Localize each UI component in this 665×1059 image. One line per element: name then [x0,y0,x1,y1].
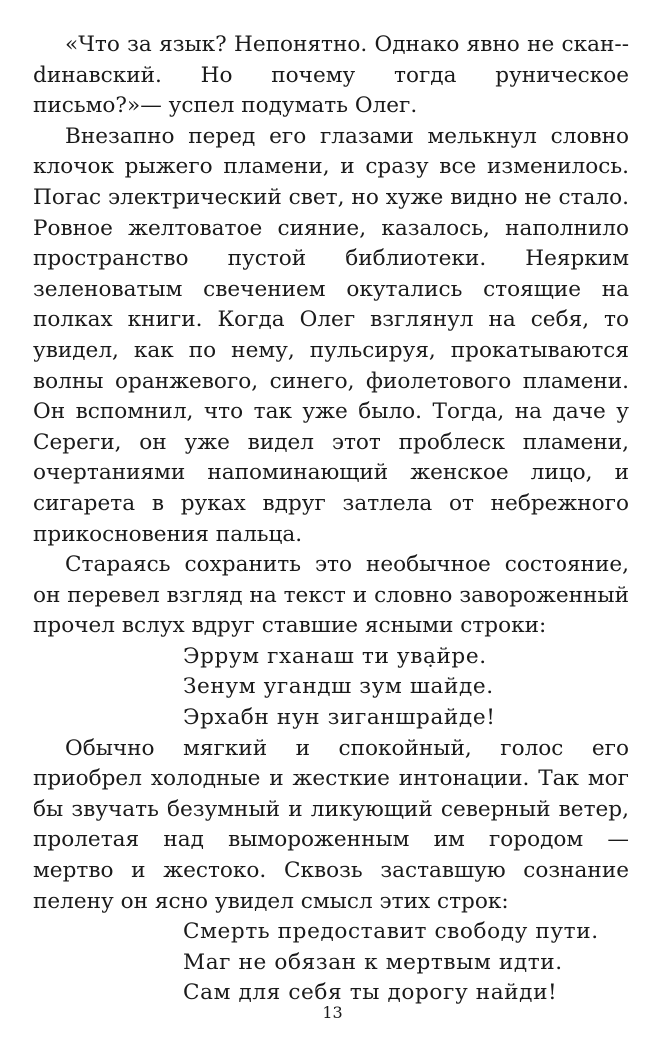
verse-line: Эрхабн нун зиганшрайде! [183,705,496,731]
verse-line: Эррум гханаш ти ува̣йре. [183,643,487,669]
page-number: 13 [322,1003,343,1022]
verse-line: Зенум угандш зум шайде. [183,674,494,700]
verse-line: Маг не обязан к мертвым идти. [183,949,563,975]
paragraph-1: «Что за язык? Непонятно. Однако явно не скан-dинавский. Но почему тогда руническое письмо?»— успел подумать Олег. [33,32,629,119]
verse-line: Сам для себя ты дорогу найди! [183,980,558,1006]
paragraph-3: Стараясь сохранить это необычное состояние, он перевел взгляд на текст и словно завороженный прочел вслух вдруг ставшие ясными строки: [33,552,629,639]
book-page [33,30,629,1009]
paragraph-2: Внезапно перед его глазами мелькнул словно клочок рыжего пламени, и сразу все изменилось. Погас электрический свет, но хуже видно не стало. Ровное желтоватое сияние, казалось, наполнило пространство пустой библиотеки. Неярким зеленоватым свечением окутались стоящие на полках книги. Когда Олег взглянул на себя, то увидел, как по нему, пульсируя, прокатываются волны оранжевого, синего, фиолетового пламени. Он вспомнил, что так уже было. Тогда, на даче у Сереги, он уже видел этот проблеск пламени, очертаниями напоминающий женское лицо, и сигарета в руках вдруг затлела от небрежного прикосновения пальца. [33,123,629,547]
verse-line: Смерть предоставит свободу пути. [183,919,599,945]
paragraph-4: Обычно мягкий и спокойный, голос его приобрел холодные и жесткие интонации. Так мог бы звучать безумный и ликующий северный ветер, пролетая над вымороженным им городом — мертво и жестоко. Сквозь заставшую сознание пелену он ясно увидел смысл этих строк: [33,735,629,914]
translation-verse [183,917,629,1009]
incantation-verse [183,642,629,734]
